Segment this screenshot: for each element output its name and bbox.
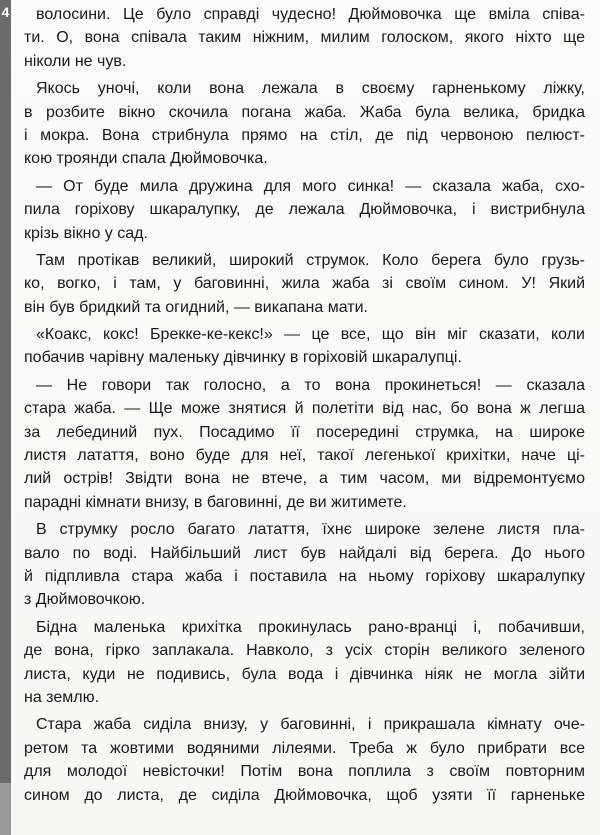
- text-line: лий острів! Звідти вона не втече, а тим часом, ми відремонтуємо: [24, 470, 585, 488]
- text-line: В струмку росло багато латаття, їхнє широке зелене листя пла-: [36, 521, 585, 539]
- text-line: «Коакс, кокс! Брекке-ке-кекс!» — це все, що він міг сказати, коли: [36, 326, 585, 344]
- text-line: — От буде мила дружина для мого синка! — сказала жаба, схо-: [36, 177, 585, 195]
- text-line: для молодої невісточки! Потім вона поплила з своїм повторним: [24, 763, 585, 781]
- paragraph: [24, 175, 585, 245]
- text-line: — Не говори так голосно, а то вона прокинеться! — сказала: [36, 376, 585, 394]
- text-line: стара жаба. — Ще може знятися й полетіти від нас, бо вона ж легша: [24, 400, 585, 418]
- text-line: за лебединий пух. Посадимо її посередині струмка, на широке: [24, 423, 585, 441]
- text-line: на землю.: [24, 688, 100, 706]
- paragraph: [24, 374, 585, 514]
- text-line: волосини. Це було справді чудесно! Дюймовочка ще вміла співа-: [36, 6, 585, 23]
- paragraph: [24, 323, 585, 370]
- page-margin-bar: [0, 0, 11, 835]
- text-line: і мокра. Вона стрибнула прямо на стіл, де під червоною пелюст-: [24, 126, 585, 144]
- paragraph: [24, 249, 585, 319]
- text-line: побачив чарівну маленьку дівчинку в горіховій шкаралупці.: [24, 349, 462, 367]
- text-line: він був бридкий та огидний, — викапана мати.: [24, 298, 368, 316]
- text-line: ретом та жовтими водяними лілеями. Треба ж було прибрати все: [24, 739, 585, 757]
- text-line: Якось уночі, коли вона лежала в своєму гарненькому ліжку,: [36, 80, 585, 98]
- text-line: листя латаття, воно буде для неї, такої легенької крихітки, наче ці-: [24, 447, 585, 465]
- text-line: вало по воді. Найбільший лист був найдалі від берега. До нього: [24, 544, 585, 562]
- text-line: сином до листа, де сиділа Дюймовочка, щоб узяти її гарненьке: [24, 786, 585, 804]
- text-line: Бідна маленька крихітка прокинулась рано-вранці і, побачивши,: [36, 618, 585, 636]
- text-line: кою троянди спала Дюймовочка.: [24, 150, 268, 168]
- story-text: [24, 3, 585, 807]
- page-number: 4: [1, 4, 10, 20]
- text-line: в розбите вікно скочила погана жаба. Жаба була велика, бридка: [24, 103, 585, 121]
- text-line: де вона, гірко заплакала. Навколо, з усіх сторін великого зеленого: [24, 642, 585, 660]
- text-line: Стара жаба сиділа внизу, у баговинні, і прикрашала кімнату оче-: [36, 716, 585, 734]
- text-line: крізь вікно у сад.: [24, 224, 148, 242]
- paragraph: [24, 77, 585, 171]
- text-line: пила горіхову шкаралупку, де лежала Дюймовочка, і вистрибнула: [24, 201, 585, 219]
- paragraph: [24, 3, 585, 73]
- text-line: ко, вогко, і там, у баговинні, жила жаба зі своїм сином. У! Який: [24, 275, 585, 293]
- paragraph: [24, 616, 585, 710]
- text-line: й підпливла стара жаба і поставила на ньому горіхову шкаралупку: [24, 567, 585, 585]
- text-line: листа, куди не подивись, була вода і дівчинка ніяк не могла зійти: [24, 665, 585, 683]
- paragraph: [24, 713, 585, 807]
- text-line: ніколи не чув.: [24, 52, 127, 70]
- page-margin-bar-lower: [0, 783, 11, 835]
- text-line: парадні кімнати внизу, в баговинні, де ви житимете.: [24, 493, 407, 511]
- text-line: ти. О, вона співала таким ніжним, милим голоском, якого ніхто ще: [24, 29, 585, 47]
- text-line: з Дюймовочкою.: [24, 591, 146, 609]
- text-line: Там протікав великий, широкий струмок. Коло берега було грузь-: [36, 251, 585, 269]
- paragraph: [24, 518, 585, 612]
